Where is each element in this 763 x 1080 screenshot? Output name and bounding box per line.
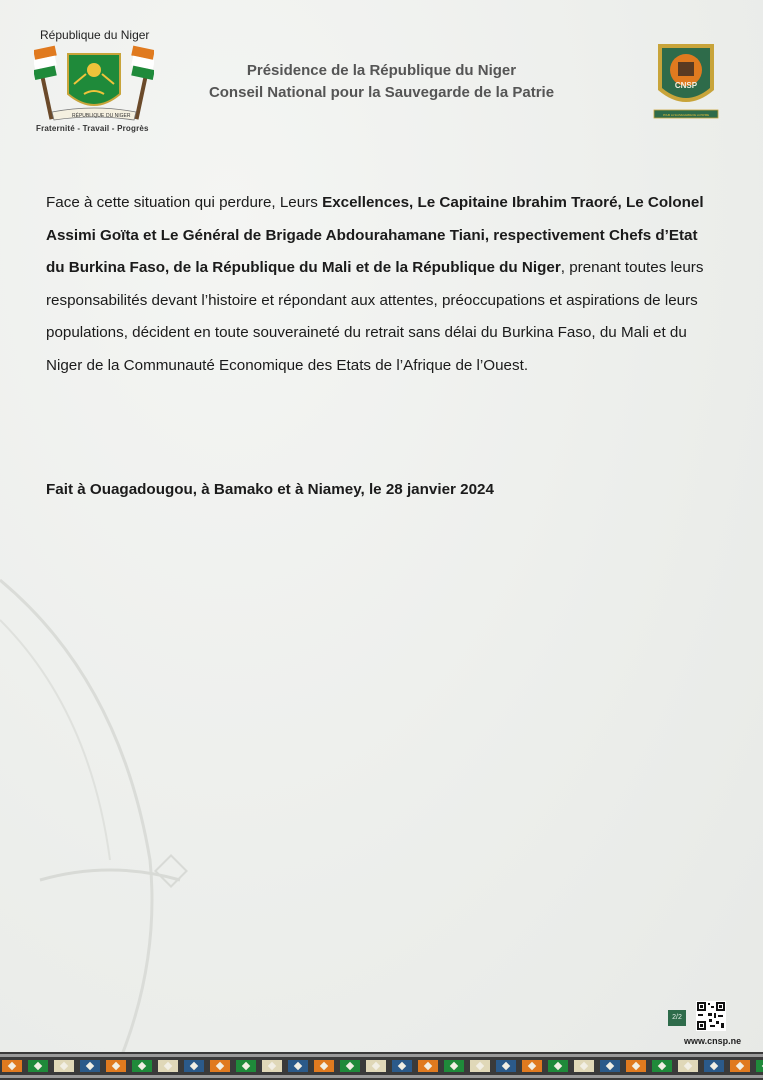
emblem-ribbon-left: RÉPUBLIQUE xyxy=(72,113,105,119)
paragraph-rest: , prenant toutes leurs responsabilités devant l’histoire et répondant aux attentes, préoccupations et aspirations de leurs populations, décident en toute souveraineté du retrait sans délai du Burkina Faso, du Mali et du Niger de la Communauté Economique des Etats de l’Afrique de l’Ouest. xyxy=(46,259,704,374)
emblem-ribbon-right: DU NIGER xyxy=(106,113,131,119)
cnsp-logo-icon xyxy=(652,36,720,126)
declaration-paragraph xyxy=(46,187,716,382)
cnsp-logo-text: CNSP xyxy=(674,81,698,90)
decorative-footer-band xyxy=(0,1052,763,1080)
header-council: Conseil National pour la Sauvegarde de la Patrie xyxy=(208,84,555,101)
header-presidency: Présidence de la République du Niger xyxy=(246,62,517,79)
background-ornament xyxy=(0,560,260,1060)
signature-line: Fait à Ouagadougou, à Bamako et à Niamey, le 28 janvier 2024 xyxy=(46,481,494,498)
emblem-label: République du Niger xyxy=(40,28,150,42)
paragraph-intro: Face à cette situation qui perdure, Leurs xyxy=(46,194,323,211)
cnsp-logo-ribbon: POUR LA SAUVEGARDE DE LA PATRIE xyxy=(662,114,710,117)
website-link[interactable]: www.cnsp.ne xyxy=(684,1036,742,1046)
paragraph-heads-of-state: Excellences, Le Capitaine Ibrahim Traoré, Le Colonel Assimi Goïta et Le Général de Brigade Abdourahamane Tiani, respectivement Chefs d’Etat du Burkina Faso, de la République du Mali et de la République du Niger xyxy=(46,194,704,276)
page-number: 2/2 xyxy=(668,1010,686,1026)
emblem-motto: Fraternité - Travail - Progrès xyxy=(36,124,149,133)
qr-code-icon[interactable] xyxy=(696,1001,726,1031)
